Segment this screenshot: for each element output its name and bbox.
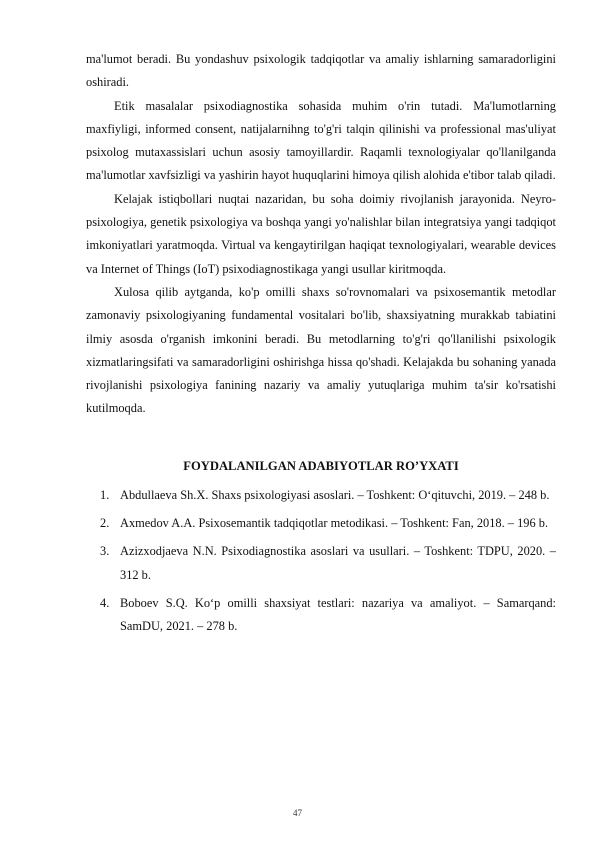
reference-item [86,484,556,507]
reference-item [86,592,556,639]
paragraph-future-prospects: Kelajak istiqbollari nuqtai nazaridan, bu soha doimiy rivojlanish jarayonida. Neyro-psixologiya, genetik psixologiya va boshqa yangi yo'nalishlar bilan integratsiya yangi tadqiqot imkoniyatlari yaratmoqda. Virtual va kengaytirilgan haqiqat texnologiyalari, wearable devices va Internet of Things (IoT) psixodiagnostikaga yangi usullar kiritmoqda. [86,191,556,276]
reference-number: 2. [100,516,110,531]
reference-item [86,540,556,587]
reference-number: 1. [100,487,110,502]
reference-text: Axmedov A.A. Psixosemantik tadqiqotlar metodikasi. – Toshkent: Fan, 2018. – 196 b. [120,516,549,531]
reference-number: 3. [100,544,110,559]
reference-text: Boboev S.Q. Ko‘p omilli shaxsiyat testlari: nazariya va amaliyot. – Samarqand: SamDU, 2021. – 278 b. [120,595,556,634]
reference-number: 4. [100,595,110,610]
reference-text: Abdullaeva Sh.X. Shaxs psixologiyasi asoslari. – Toshkent: O‘qituvchi, 2019. – 248 b. [120,487,550,502]
references-list [86,484,556,639]
reference-text: Azizxodjaeva N.N. Psixodiagnostika asoslari va usullari. – Toshkent: TDPU, 2020. – 312 b. [120,544,556,582]
reference-item [86,512,556,535]
paragraph-continuation: ma'lumot beradi. Bu yondashuv psixologik tadqiqotlar va amaliy ishlarning samaradorligini oshiradi. [86,52,556,90]
references-heading: FOYDALANILGAN ADABIYOTLAR RO’YXATI [183,458,459,473]
paragraph-conclusion: Xulosa qilib aytganda, ko'p omilli shaxs so'rovnomalari va psixosemantik metodlar zamonaviy psixologiyaning fundamental vositalari bo'lib, shaxsiyatning murakkab tabiatini ilmiy asosda o'rganish imkonini beradi. Bu metodlarning to'g'ri qo'llanilishi psixologik xizmatlaringsifati va samaradorligini oshirishga hissa qo'shadi. Kelajakda bu sohaning yanada rivojlanishi psixologiya fanining nazariy va amaliy yutuqlariga muhim ta'sir ko'rsatishi kutilmoqda. [86,284,556,416]
page-number: 47 [293,808,302,818]
document-page [86,48,556,644]
paragraph-ethics: Etik masalalar psixodiagnostika sohasida muhim o'rin tutadi. Ma'lumotlarning maxfiyligi, informed consent, natijalarnihng to'g'ri talqin qilinishi va professional mas'uliyat psixolog mutaxassislari uchun asosiy tamoyillardir. Raqamli texnologiyalar qo'llanilganda ma'lumotlar xavfsizligi va yashirin hayot huquqlarini himoya qilish alohida e'tibor talab qiladi. [86,98,556,183]
